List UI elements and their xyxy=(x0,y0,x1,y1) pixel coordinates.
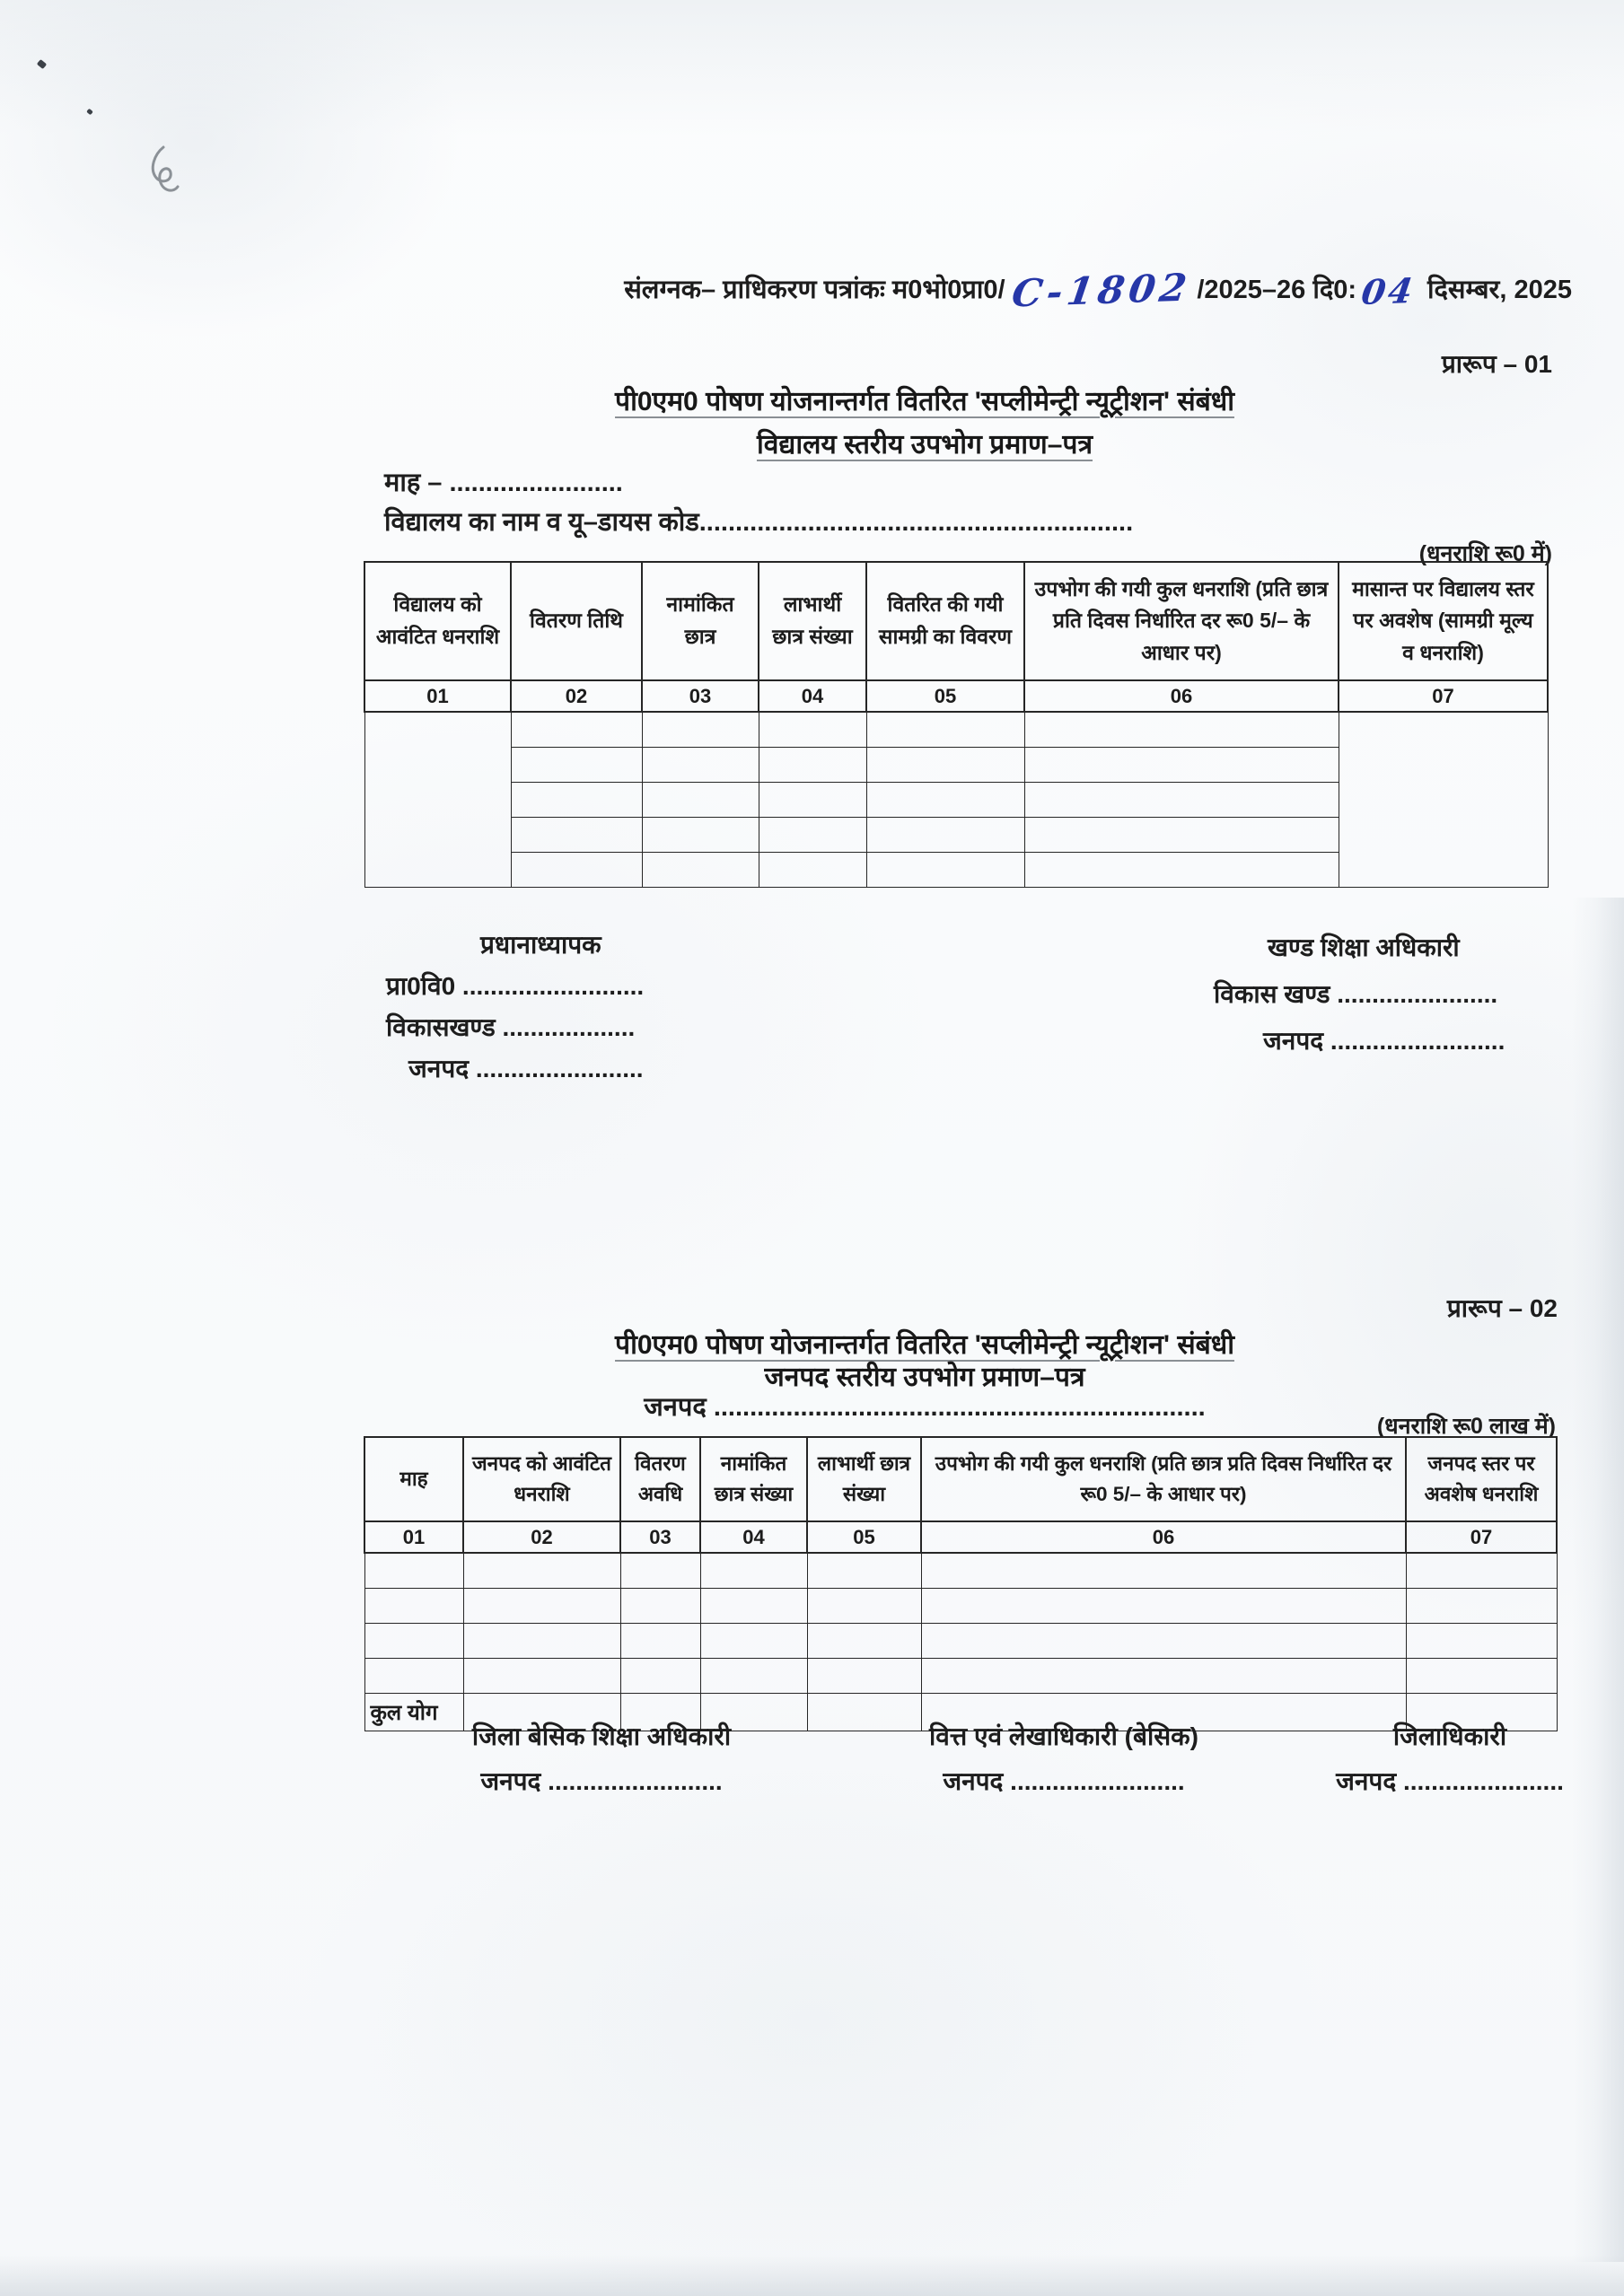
empty-cell xyxy=(511,748,642,783)
empty-cell xyxy=(921,1659,1406,1694)
empty-cell xyxy=(807,1624,921,1659)
signature-line: जनपद ......................... xyxy=(1263,1027,1505,1055)
empty-cell xyxy=(1024,748,1339,783)
empty-cell xyxy=(1406,1553,1557,1589)
empty-cell xyxy=(921,1553,1406,1589)
empty-cell xyxy=(700,1659,807,1694)
form2-header-district-balance: जनपद स्तर पर अवशेष धनराशि xyxy=(1406,1437,1557,1521)
empty-cell xyxy=(642,748,759,783)
form1-table-number-row xyxy=(364,680,1548,712)
signature-line: प्रा0वि0 .......................... xyxy=(386,972,645,1000)
empty-cell xyxy=(866,818,1024,853)
empty-cell xyxy=(364,1659,463,1694)
empty-cell xyxy=(1024,783,1339,818)
column-number-cell: 02 xyxy=(511,680,642,712)
column-number-cell: 07 xyxy=(1339,680,1548,712)
column-number-cell: 04 xyxy=(700,1521,807,1553)
form1-label: प्रारूप – 01 xyxy=(1441,350,1552,378)
empty-cell xyxy=(620,1553,700,1589)
form1-title-line1: पी0एम0 पोषण योजनान्तर्गत वितरित 'सप्लीमेन्ट्री न्यूट्रीशन' संबंधी xyxy=(615,387,1234,416)
scan-streak-right xyxy=(1572,898,1624,2262)
empty-cell xyxy=(807,1589,921,1624)
form1-title-line2-wrap xyxy=(296,425,1553,461)
empty-cell xyxy=(364,1624,463,1659)
empty-cell xyxy=(1406,1659,1557,1694)
form2-table-header-row xyxy=(364,1437,1557,1521)
empty-cell xyxy=(759,712,866,748)
form2-district-field-wrap xyxy=(296,1389,1553,1424)
column-number-cell: 07 xyxy=(1406,1521,1557,1553)
signature-line: जनपद ......................... xyxy=(480,1767,723,1795)
empty-cell xyxy=(1024,818,1339,853)
form1-header-beneficiary-students: लाभार्थी छात्र संख्या xyxy=(759,562,866,680)
empty-cell xyxy=(759,818,866,853)
column-number-cell: 02 xyxy=(463,1521,620,1553)
form2-title-line2: जनपद स्तरीय उपभोग प्रमाण–पत्र xyxy=(764,1363,1085,1392)
signature-title: जिलाधिकारी xyxy=(1392,1722,1507,1750)
letter-reference-line xyxy=(624,265,1572,316)
form2-unit-note: (धनराशि रू0 लाख में) xyxy=(1376,1414,1556,1439)
form2-table-body-row xyxy=(364,1624,1557,1659)
form2-header-total-used-amount: उपभोग की गयी कुल धनराशि (प्रति छात्र प्रति दिवस निर्धारित दर रू0 5/– के आधार पर) xyxy=(921,1437,1406,1521)
empty-cell xyxy=(463,1589,620,1624)
empty-cell xyxy=(620,1624,700,1659)
column-number-cell: 06 xyxy=(921,1521,1406,1553)
empty-cell xyxy=(642,712,759,748)
form2-table-body-row xyxy=(364,1589,1557,1624)
empty-cell xyxy=(364,1589,463,1624)
empty-cell xyxy=(1406,1624,1557,1659)
reference-mid: /2025–26 दि0: xyxy=(1197,276,1357,304)
form2-title-line1-wrap xyxy=(296,1325,1553,1362)
form1-title-line2: विद्यालय स्तरीय उपभोग प्रमाण–पत्र xyxy=(756,430,1093,460)
form2-district-field: जनपद .................................................................... xyxy=(644,1393,1206,1422)
empty-cell xyxy=(364,1553,463,1589)
empty-cell xyxy=(759,748,866,783)
form1-table xyxy=(364,561,1549,888)
form1-title-line1-wrap xyxy=(296,381,1553,418)
signature-title: वित्त एवं लेखाधिकारी (बेसिक) xyxy=(929,1722,1198,1750)
total-label-cell: कुल योग xyxy=(364,1694,463,1731)
empty-cell xyxy=(511,712,642,748)
empty-cell xyxy=(511,783,642,818)
column-number-cell: 01 xyxy=(364,680,511,712)
column-number-cell: 03 xyxy=(620,1521,700,1553)
empty-cell xyxy=(921,1589,1406,1624)
signature-line: विकास खण्ड ....................... xyxy=(1214,980,1498,1008)
empty-cell xyxy=(807,1553,921,1589)
form1-header-total-used-amount: उपभोग की गयी कुल धनराशि (प्रति छात्र प्रति दिवस निर्धारित दर रू0 5/– के आधार पर) xyxy=(1024,562,1339,680)
reference-suffix: दिसम्बर, 2025 xyxy=(1427,276,1572,304)
reference-prefix: संलग्नक– प्राधिकरण पत्रांकः म0भो0प्रा0/ xyxy=(624,276,1005,304)
signature-line: जनपद ....................... xyxy=(1336,1767,1564,1795)
form2-table xyxy=(364,1436,1558,1731)
empty-cell xyxy=(866,748,1024,783)
signature-line: जनपद ......................... xyxy=(943,1767,1185,1795)
form2-label: प्रारूप – 02 xyxy=(1446,1294,1558,1322)
signature-title: जिला बेसिक शिक्षा अधिकारी xyxy=(471,1722,732,1750)
empty-cell xyxy=(921,1624,1406,1659)
signature-line: जनपद ........................ xyxy=(408,1055,644,1082)
signature-title: खण्ड शिक्षा अधिकारी xyxy=(1268,933,1460,961)
form1-signature-headmaster xyxy=(386,925,644,1090)
form2-signature-district-basic-education-officer xyxy=(408,1719,794,1798)
empty-cell xyxy=(759,853,866,888)
empty-cell xyxy=(463,1553,620,1589)
empty-cell xyxy=(1024,712,1339,748)
form2-header-month: माह xyxy=(364,1437,463,1521)
empty-cell xyxy=(700,1589,807,1624)
empty-cell xyxy=(866,712,1024,748)
form1-header-material-details: वितरित की गयी सामग्री का विवरण xyxy=(866,562,1024,680)
form1-school-udise-field: विद्यालय का नाम व यू–डायस कोड............................................................ xyxy=(384,508,1134,537)
form1-month-field: माह – ........................ xyxy=(384,469,623,497)
form1-table-header-row xyxy=(364,562,1548,680)
empty-cell xyxy=(1339,712,1548,888)
column-number-cell: 05 xyxy=(807,1521,921,1553)
empty-cell xyxy=(463,1659,620,1694)
form2-header-allotted-amount: जनपद को आवंटित धनराशि xyxy=(463,1437,620,1521)
form1-header-month-end-balance: मासान्त पर विद्यालय स्तर पर अवशेष (सामग्री मूल्य व धनराशि) xyxy=(1339,562,1548,680)
handwritten-date-number: 04 xyxy=(1358,269,1418,313)
empty-cell xyxy=(364,712,511,888)
empty-cell xyxy=(642,818,759,853)
column-number-cell: 05 xyxy=(866,680,1024,712)
empty-cell xyxy=(642,853,759,888)
form1-table-body-row xyxy=(364,712,1548,748)
empty-cell xyxy=(759,783,866,818)
empty-cell xyxy=(463,1624,620,1659)
empty-cell xyxy=(620,1589,700,1624)
handwritten-letter-number: C-1802 xyxy=(1008,265,1194,316)
empty-cell xyxy=(1406,1589,1557,1624)
form1-signature-block-education-officer xyxy=(1214,925,1505,1065)
signature-title: प्रधानाध्यापक xyxy=(480,931,601,959)
form1-header-enrolled-students: नामांकित छात्र xyxy=(642,562,759,680)
ink-smudge-icon xyxy=(136,142,190,201)
scan-shadow-bottom xyxy=(0,2255,1624,2296)
empty-cell xyxy=(642,783,759,818)
form2-table-number-row xyxy=(364,1521,1557,1553)
form2-header-enrolled-students: नामांकित छात्र संख्या xyxy=(700,1437,807,1521)
empty-cell xyxy=(511,853,642,888)
empty-cell xyxy=(511,818,642,853)
form2-signature-finance-accounts-officer xyxy=(884,1719,1243,1798)
column-number-cell: 03 xyxy=(642,680,759,712)
empty-cell xyxy=(1024,853,1339,888)
empty-cell xyxy=(700,1553,807,1589)
column-number-cell: 01 xyxy=(364,1521,463,1553)
form2-header-distribution-period: वितरण अवधि xyxy=(620,1437,700,1521)
form1-header-allotted-amount: विद्यालय को आवंटित धनराशि xyxy=(364,562,511,680)
form2-table-body-row xyxy=(364,1659,1557,1694)
signature-line: विकासखण्ड ................... xyxy=(386,1013,636,1041)
empty-cell xyxy=(866,853,1024,888)
column-number-cell: 04 xyxy=(759,680,866,712)
empty-cell xyxy=(866,783,1024,818)
empty-cell xyxy=(700,1624,807,1659)
column-number-cell: 06 xyxy=(1024,680,1339,712)
scan-shadow-top xyxy=(0,0,1624,135)
form2-header-beneficiary-students: लाभार्थी छात्र संख्या xyxy=(807,1437,921,1521)
empty-cell xyxy=(620,1659,700,1694)
form1-unit-note: (धनराशि रू0 में) xyxy=(1418,541,1552,566)
form1-header-distribution-date: वितरण तिथि xyxy=(511,562,642,680)
empty-cell xyxy=(807,1659,921,1694)
form2-signature-district-magistrate xyxy=(1306,1719,1593,1798)
form2-title-line1: पी0एम0 पोषण योजनान्तर्गत वितरित 'सप्लीमेन्ट्री न्यूट्रीशन' संबंधी xyxy=(615,1330,1234,1360)
form2-table-body-row xyxy=(364,1553,1557,1589)
